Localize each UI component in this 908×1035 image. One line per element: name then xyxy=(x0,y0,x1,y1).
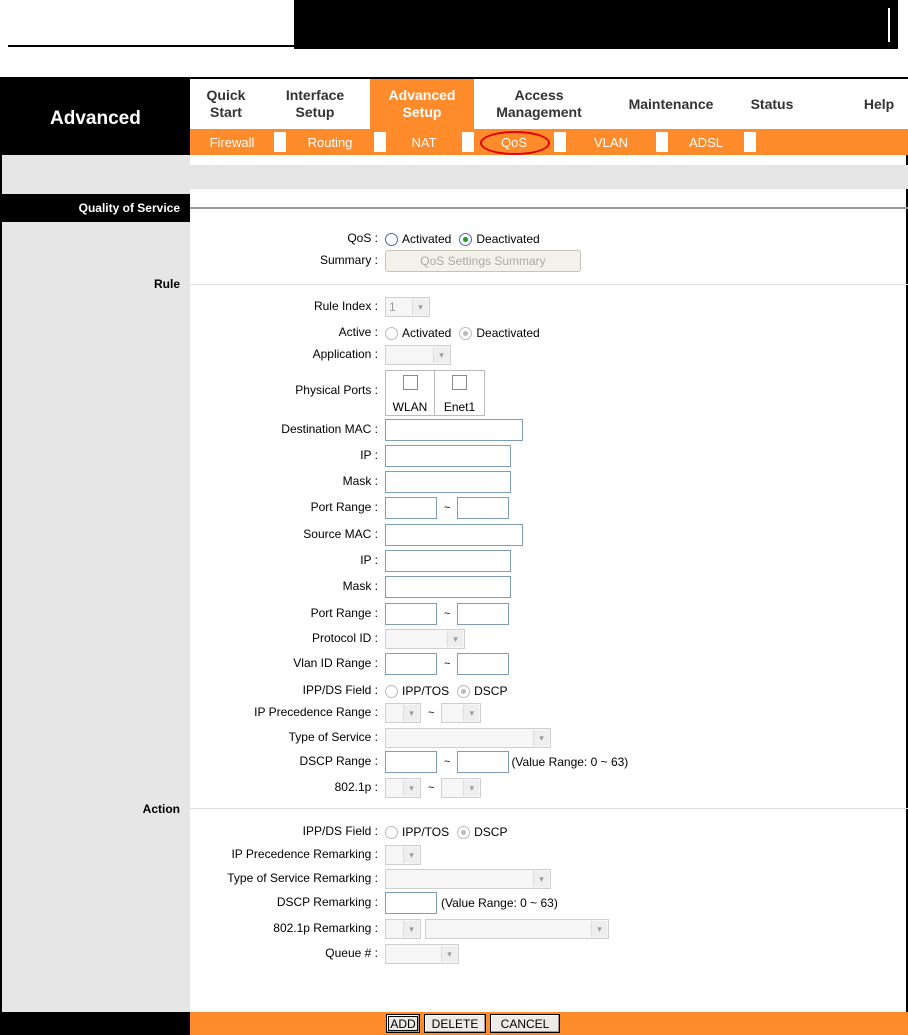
dest-mac-input[interactable] xyxy=(385,419,523,441)
router-config-window xyxy=(0,77,908,1035)
chevron-down-icon: ▾ xyxy=(533,871,549,887)
dscp-start-input[interactable] xyxy=(385,751,437,773)
row-type-of-service: Type of Service : ▾ xyxy=(190,727,908,749)
sub-nav xyxy=(190,129,908,155)
physical-ports-table: WLAN Enet1 xyxy=(385,370,485,416)
chevron-down-icon: ▾ xyxy=(403,780,419,796)
dest-port-end-input[interactable] xyxy=(457,497,509,519)
nav-advanced-setup[interactable]: Advanced Setup xyxy=(370,79,474,129)
chevron-down-icon: ▾ xyxy=(403,847,419,863)
subnav-vlan[interactable]: VLAN xyxy=(594,134,628,150)
subnav-firewall[interactable]: Firewall xyxy=(209,134,255,150)
row-ip-precedence-range: IP Precedence Range : ▾ ~ ▾ xyxy=(190,702,908,724)
subnav-nat[interactable]: NAT xyxy=(411,134,437,150)
row-protocol: Protocol ID : ▾ xyxy=(190,628,908,650)
dest-ip-input[interactable] xyxy=(385,445,511,467)
queue-select[interactable] xyxy=(385,944,459,964)
rule-heading: Rule xyxy=(153,277,180,291)
doc-header-left xyxy=(8,0,294,47)
ipprec-end-select[interactable] xyxy=(441,703,481,723)
row-active: Active : Activated Deactivated xyxy=(338,325,540,340)
row-ip-precedence-remarking: IP Precedence Remarking : ▾ xyxy=(190,844,908,866)
active-activated-radio[interactable] xyxy=(385,327,398,340)
dscp-remark-input[interactable] xyxy=(385,892,437,914)
delete-button[interactable]: DELETE xyxy=(424,1014,486,1033)
subnav-adsl[interactable]: ADSL xyxy=(689,134,723,150)
section-brand: Advanced xyxy=(2,79,190,155)
nav-maintenance[interactable]: Maintenance xyxy=(628,95,714,112)
p8021-start-select[interactable] xyxy=(385,778,421,798)
rule-dscp-radio[interactable] xyxy=(457,685,470,698)
ipprec-remark-select[interactable] xyxy=(385,845,421,865)
gray-strip xyxy=(2,165,908,189)
rule-index-select[interactable]: 1 ▾ xyxy=(385,297,430,317)
qos-activated-radio[interactable] xyxy=(385,233,398,246)
chevron-down-icon: ▾ xyxy=(403,705,419,721)
row-action-ippds: IPP/DS Field : IPP/TOS DSCP xyxy=(302,824,508,839)
p8021-remark-desc-select[interactable] xyxy=(425,919,609,939)
row-physical-ports: Physical Ports : WLAN Enet1 xyxy=(190,369,908,417)
footer-bar xyxy=(190,1012,908,1035)
src-mask-input[interactable] xyxy=(385,576,511,598)
chevron-down-icon: ▾ xyxy=(433,347,449,363)
qos-highlight-circle xyxy=(480,131,550,155)
nav-help[interactable]: Help xyxy=(863,95,895,112)
active-deactivated-radio[interactable] xyxy=(459,327,472,340)
chevron-down-icon: ▾ xyxy=(533,730,549,746)
port-wlan-checkbox[interactable] xyxy=(403,375,418,390)
ipprec-start-select[interactable] xyxy=(385,703,421,723)
row-src-mac: Source MAC : xyxy=(190,524,908,546)
row-rule-index: Rule Index : 1 ▾ xyxy=(190,296,908,318)
qos-summary-button[interactable]: QoS Settings Summary xyxy=(385,250,581,272)
row-queue: Queue # : ▾ xyxy=(190,943,908,965)
chevron-down-icon: ▾ xyxy=(463,780,479,796)
row-8021p-remarking: 802.1p Remarking : ▾ ▾ xyxy=(190,918,908,940)
action-ipptos-radio[interactable] xyxy=(385,826,398,839)
src-port-start-input[interactable] xyxy=(385,603,437,625)
port-enet1-checkbox[interactable] xyxy=(452,375,467,390)
subnav-qos[interactable]: QoS xyxy=(500,134,527,150)
chevron-down-icon: ▾ xyxy=(441,946,457,962)
row-8021p: 802.1p : ▾ ~ ▾ xyxy=(190,777,908,799)
row-summary: Summary : QoS Settings Summary xyxy=(190,250,908,272)
row-vlan-range: Vlan ID Range : ~ xyxy=(190,653,908,675)
vlan-start-input[interactable] xyxy=(385,653,437,675)
add-button[interactable]: ADD xyxy=(386,1014,420,1033)
chevron-down-icon: ▾ xyxy=(463,705,479,721)
divider xyxy=(190,207,908,209)
section-title-qos: Quality of Service xyxy=(2,194,190,222)
chevron-down-icon: ▾ xyxy=(403,921,419,937)
row-tos-remarking: Type of Service Remarking : ▾ xyxy=(190,868,908,890)
vlan-end-input[interactable] xyxy=(457,653,509,675)
row-dest-mac: Destination MAC : xyxy=(190,419,908,441)
nav-quick-start[interactable]: Quick Start xyxy=(206,87,246,120)
row-src-ip: IP : xyxy=(190,550,908,572)
protocol-select[interactable] xyxy=(385,629,465,649)
dest-port-start-input[interactable] xyxy=(385,497,437,519)
application-select[interactable] xyxy=(385,345,451,365)
row-qos: QoS : Activated Deactivated xyxy=(347,231,540,246)
tos-select[interactable] xyxy=(385,728,551,748)
row-dest-port-range: Port Range : ~ xyxy=(190,497,908,519)
chevron-down-icon: ▾ xyxy=(412,299,428,315)
src-mac-input[interactable] xyxy=(385,524,523,546)
subnav-routing[interactable]: Routing xyxy=(307,134,353,150)
chevron-down-icon: ▾ xyxy=(447,631,463,647)
cancel-button[interactable]: CANCEL xyxy=(490,1014,560,1033)
dscp-end-input[interactable] xyxy=(457,751,509,773)
p8021-end-select[interactable] xyxy=(441,778,481,798)
nav-interface-setup[interactable]: Interface Setup xyxy=(285,87,345,120)
row-src-mask: Mask : xyxy=(190,576,908,598)
action-dscp-radio[interactable] xyxy=(457,826,470,839)
row-src-port-range: Port Range : ~ xyxy=(190,603,908,625)
row-dscp-remarking: DSCP Remarking : (Value Range: 0 ~ 63) xyxy=(190,892,908,914)
nav-access-management[interactable]: Access Management xyxy=(496,87,582,120)
row-rule-ippds: IPP/DS Field : IPP/TOS DSCP xyxy=(302,683,508,698)
qos-deactivated-radio[interactable] xyxy=(459,233,472,246)
dest-mask-input[interactable] xyxy=(385,471,511,493)
tos-remark-select[interactable] xyxy=(385,869,551,889)
row-application: Application : ▾ xyxy=(190,344,908,366)
src-port-end-input[interactable] xyxy=(457,603,509,625)
rule-ipptos-radio[interactable] xyxy=(385,685,398,698)
chevron-down-icon: ▾ xyxy=(591,921,607,937)
doc-header-right xyxy=(294,0,898,49)
row-dest-mask: Mask : xyxy=(190,471,908,493)
row-dscp-range: DSCP Range : ~ (Value Range: 0 ~ 63) xyxy=(190,751,908,773)
p8021-remark-select[interactable] xyxy=(385,919,421,939)
main-nav xyxy=(190,79,908,129)
src-ip-input[interactable] xyxy=(385,550,511,572)
action-heading: Action xyxy=(142,802,180,816)
nav-status[interactable]: Status xyxy=(750,95,794,112)
row-dest-ip: IP : xyxy=(190,445,908,467)
footer-left xyxy=(2,1012,190,1035)
